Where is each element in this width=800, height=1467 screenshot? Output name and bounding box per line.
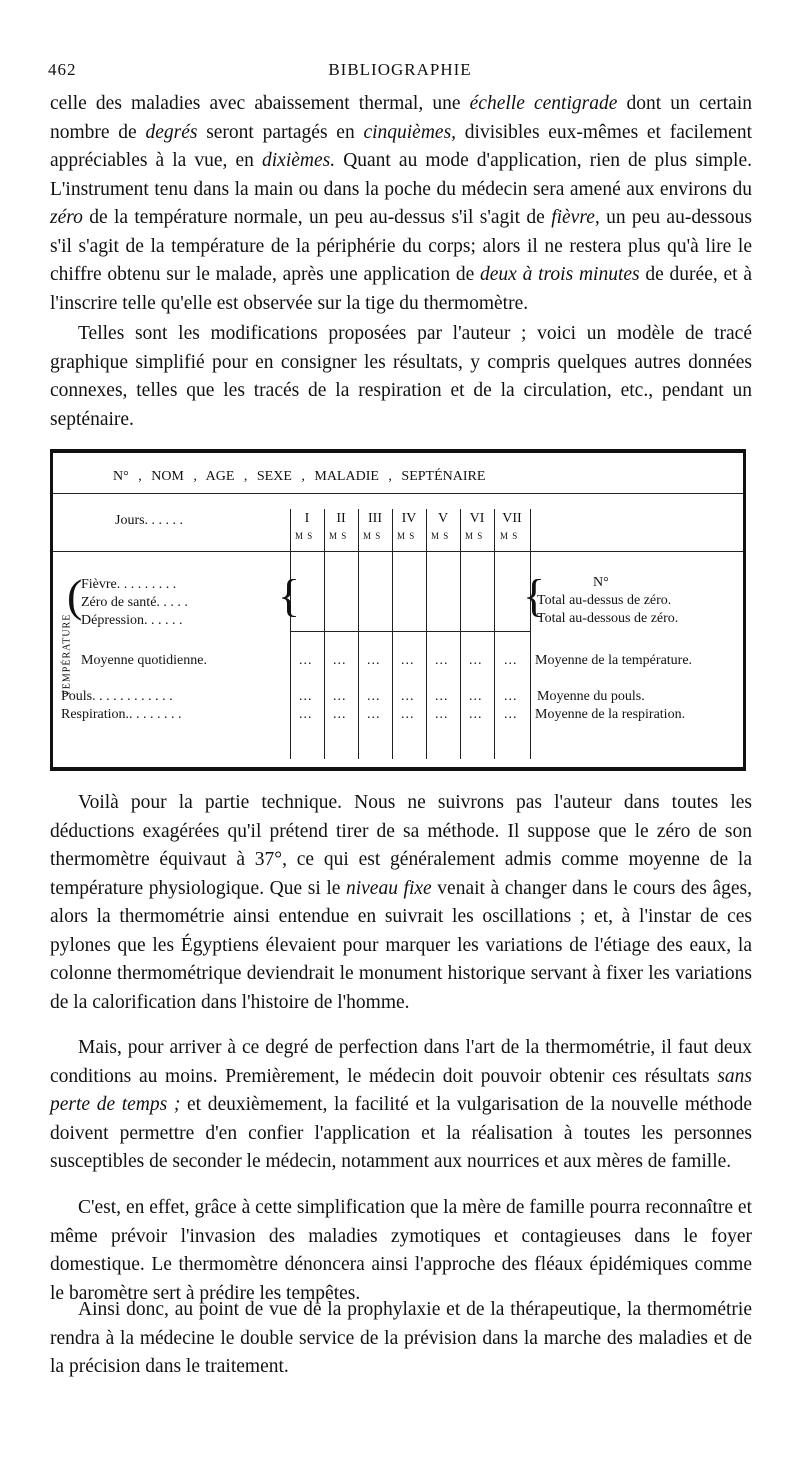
row-moyenne-quotidienne: Moyenne quotidienne. [81, 653, 207, 668]
paragraph-1-segment: échelle centigrade [469, 93, 618, 114]
paragraph-3-segment: niveau fixe [345, 877, 432, 899]
paragraph-1-segment: celle des maladies avec abaissement thermal, une [50, 93, 470, 114]
cell-dots: ... [367, 689, 381, 704]
day-label: V [437, 511, 449, 526]
paragraph-1 [50, 90, 752, 318]
day-label: VI [469, 511, 485, 526]
running-header [48, 60, 752, 86]
day-column-rule [358, 509, 359, 759]
paragraph-1-segment: zéro [50, 207, 83, 228]
cell-dots: ... [367, 707, 381, 722]
cell-dots: ... [333, 689, 347, 704]
day-ms-label: M S [397, 531, 416, 541]
cell-dots: ... [333, 653, 347, 668]
day-column-rule [460, 509, 461, 759]
paragraph-2 [50, 320, 752, 434]
row-respiration: Respiration.. . . . . . . . [61, 707, 182, 722]
paragraph-5-text: C'est, en effet, grâce à cette simplification que la mère de famille pourra reconnaître et même prévoir l'invasion des maladies zymotiques et contagieuses dans le foyer domestique. Le thermomètre dénoncera ainsi l'approche des fléaux épidémiques comme le baromètre sert à prédire les tempêtes. [50, 1197, 752, 1304]
paragraph-1-segment: deux à trois minutes [480, 264, 640, 285]
cell-dots: ... [299, 653, 313, 668]
day-ms-label: M S [465, 531, 484, 541]
cell-dots: ... [299, 707, 313, 722]
right-moyenne-temperature: Moyenne de la température. [535, 653, 693, 668]
right-total-below: Total au-dessous de zéro. [537, 611, 679, 626]
paragraph-1-segment: dixièmes. [262, 150, 336, 171]
right-total-above: Total au-dessus de zéro. [537, 593, 672, 608]
day-ms-label: M S [431, 531, 450, 541]
paragraph-1-segment: de durée, et à l'inscrire telle qu'elle est observée sur la tige du thermomètre. [50, 264, 752, 314]
paragraph-4-segment: et deuxièmement, la facilité et la vulgarisation de la nouvelle méthode doivent permettre d'en confier l'application et la réalisation à toutes les personnes susceptibles de seconder le médecin, notamment aux nourrices et aux mères de famille. [50, 1094, 752, 1172]
paragraph-1-segment: degrés [145, 121, 198, 143]
cell-dots: ... [401, 707, 415, 722]
jours-label: Jours. . . . . . [115, 513, 184, 528]
day-column-rule [426, 509, 427, 759]
cell-dots: ... [469, 707, 483, 722]
cell-dots: ... [401, 689, 415, 704]
table-head: N° , NOM , AGE , SEXE , MALADIE , SEPTÉNAIRE [113, 469, 486, 484]
paragraph-1-segment: un peu au-dessous s'il s'agit de la température de la périphérie du corps; alors il ne restera plus qu'à lire le chiffre obtenu sur le malade, après une application de [50, 207, 752, 285]
paragraph-1-segment: fièvre, [551, 207, 600, 228]
page-number: 462 [48, 60, 77, 79]
row-depression: Dépression. . . . . . [81, 613, 183, 628]
cell-dots: ... [435, 689, 449, 704]
cell-dots: ... [504, 689, 518, 704]
row-zero-de-sante: Zéro de santé. . . . . [81, 595, 188, 610]
day-ms-label: M S [363, 531, 382, 541]
paragraph-5 [50, 1194, 752, 1308]
cell-dots: ... [435, 707, 449, 722]
cell-dots: ... [504, 653, 518, 668]
day-ms-label: M S [295, 531, 314, 541]
day-label: IV [401, 511, 417, 526]
right-no: N° [593, 575, 609, 590]
row-pouls: Pouls. . . . . . . . . . . . [61, 689, 173, 704]
cell-dots: ... [469, 653, 483, 668]
paragraph-3 [50, 789, 752, 1017]
paragraph-4-text [50, 1034, 752, 1177]
paragraph-3-segment: Voilà pour la partie technique. Nous ne suivrons pas l'auteur dans toutes les déductions exagérées qu'il prétend tirer de sa méthode. Il suppose que le zéro de son thermomètre équivaut à 37°, ce qui est généralement admis comme moyenne de la température physiologique. Que si le [50, 792, 752, 899]
running-title: BIBLIOGRAPHIE [328, 60, 472, 79]
paragraph-3-text [50, 789, 752, 1017]
cell-dots: ... [469, 689, 483, 704]
day-label: VII [502, 511, 522, 526]
day-ms-label: M S [500, 531, 519, 541]
day-column-rule [324, 509, 325, 759]
right-moyenne-pouls: Moyenne du pouls. [537, 689, 645, 704]
day-label: III [368, 511, 382, 526]
temperature-vertical-label: TEMPÉRATURE [61, 613, 73, 697]
paragraph-1-segment: cinquièmes, [363, 121, 457, 143]
thermometry-chart-table: N° , NOM , AGE , SEXE , MALADIE , SEPTÉNAIRE Jours. . . . . . I M S II M S III M S IV M S V M S VI M S VII M S TEMPÉRATURE ( Fièvre. . . . . . . . . Zéro de santé. . . . . Dépression. . . . . . { Moyenne quotidienne. ... ... ... ... ... ... ... { N° Total au-dessus de zéro. Total au-dessous de zéro. Moyenne de la température. Pouls. . . . . . . . . . . . Respiration.. . . . . . . . ... ... ... ... ... ... ... ... ... ... ... ... ... ... Moyenne du pouls. Moyenne de la respiration. [50, 449, 746, 771]
right-moyenne-respiration: Moyenne de la respiration. [535, 707, 686, 722]
cell-dots: ... [333, 707, 347, 722]
cell-dots: ... [299, 689, 313, 704]
paragraph-6-text: Ainsi donc, au point de vue de la prophylaxie et de la thérapeutique, la thermométrie rendra à la médecine le double service de la prévision dans la marche des maladies et de la précision dans le traitement. [50, 1299, 752, 1377]
cell-dots: ... [401, 653, 415, 668]
cell-dots: ... [435, 653, 449, 668]
day-column-rule [392, 509, 393, 759]
paragraph-4-segment: sans perte de temps ; [50, 1065, 752, 1115]
paragraph-1-segment: divisibles eux-mêmes et facilement appréciables à la vue, en [50, 121, 752, 171]
paragraph-1-segment: dont un certain nombre de [50, 93, 752, 143]
day-column-rule [494, 509, 495, 759]
day-label: II [336, 511, 346, 526]
paragraph-1-segment: seront partagés en [197, 121, 364, 143]
paragraph-1-text [50, 90, 752, 318]
paragraph-2-text: Telles sont les modifications proposées par l'auteur ; voici un modèle de tracé graphique simplifié pour en consigner les résultats, y compris quelques autres données connexes, telles que les tracés de la respiration et de la circulation, etc., pendant un septénaire. [50, 323, 752, 430]
cell-dots: ... [367, 653, 381, 668]
day-ms-label: M S [329, 531, 348, 541]
day-label: I [304, 511, 310, 526]
row-fievre: Fièvre. . . . . . . . . [81, 577, 177, 592]
paragraph-4 [50, 1034, 752, 1177]
paragraph-6 [50, 1296, 752, 1382]
paragraph-1-segment: Quant au mode d'application, rien de plus simple. L'instrument tenu dans la main ou dans la poche du médecin sera amené aux environs du [50, 150, 752, 200]
paragraph-3-segment: venait à changer dans le cours des âges, alors la thermométrie ainsi entendue en suivrait les oscillations ; et, à l'instar de ces pylones que les Égyptiens élevaient pour marquer les variations de l'étiage des eaux, la colonne thermométrique deviendrait le monument historique servant à fixer les variations de la calorification dans l'histoire de l'homme. [50, 877, 752, 1013]
paragraph-4-segment: Mais, pour arriver à ce degré de perfection dans l'art de la thermométrie, il faut deux conditions au moins. Premièrement, le médecin doit pouvoir obtenir ces résultats [50, 1037, 752, 1087]
paragraph-1-segment: de la température normale, un peu au-dessus s'il s'agit de [82, 207, 552, 228]
cell-dots: ... [504, 707, 518, 722]
